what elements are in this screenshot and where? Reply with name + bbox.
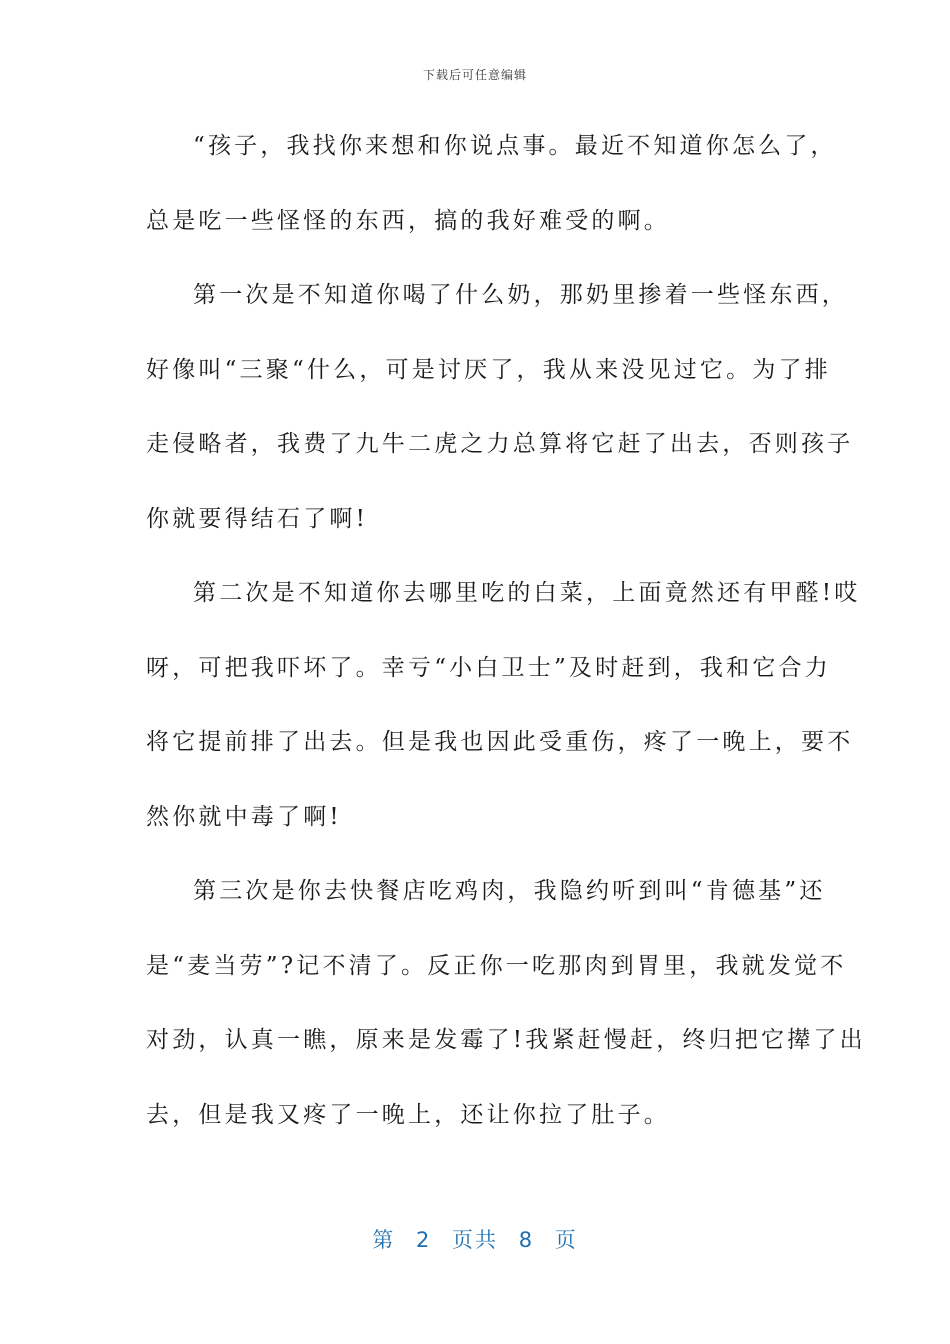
text-line: 第二次是不知道你去哪里吃的白菜，上面竟然还有甲醛!哎 xyxy=(193,580,861,606)
current-page-number: 2 xyxy=(415,1228,432,1252)
text-line: 总是吃一些怪怪的东西，搞的我好难受的啊。 xyxy=(146,207,670,234)
document-body xyxy=(146,122,866,1165)
footer-prefix: 第 xyxy=(372,1228,396,1252)
header-note: 下载后可任意编辑 xyxy=(422,68,527,82)
page-number-footer xyxy=(0,1224,950,1254)
text-line: 对劲，认真一瞧，原来是发霉了!我紧赶慢赶，终归把它撵了出 xyxy=(146,1027,866,1053)
total-page-number: 8 xyxy=(518,1228,535,1252)
text-line: 然你就中毒了啊! xyxy=(146,803,342,830)
text-line: 第一次是不知道你喝了什么奶，那奶里掺着一些怪东西， xyxy=(193,282,848,308)
text-line: 去，但是我又疼了一晚上，还让你拉了肚子。 xyxy=(146,1101,670,1128)
text-line: 走侵略者，我费了九牛二虎之力总算将它赶了出去，否则孩子 xyxy=(146,431,854,457)
text-line: 将它提前排了出去。但是我也因此受重伤，疼了一晚上，要不 xyxy=(146,729,854,755)
text-line: 你就要得结石了啊! xyxy=(146,505,369,532)
text-line: 第三次是你去快餐店吃鸡肉，我隐约听到叫“肯德基”还 xyxy=(193,878,826,904)
footer-suffix: 页 xyxy=(554,1228,578,1252)
text-line: 是“麦当劳”?记不清了。反正你一吃那肉到胃里，我就发觉不 xyxy=(146,952,847,979)
text-line: 呀，可把我吓坏了。幸亏“小白卫士”及时赶到，我和它合力 xyxy=(146,654,831,681)
text-line: 好像叫“三聚“什么，可是讨厌了，我从来没见过它。为了排 xyxy=(146,356,831,383)
text-line: “孩子，我找你来想和你说点事。最近不知道你怎么了， xyxy=(193,133,837,159)
footer-middle: 页共 xyxy=(452,1228,498,1252)
